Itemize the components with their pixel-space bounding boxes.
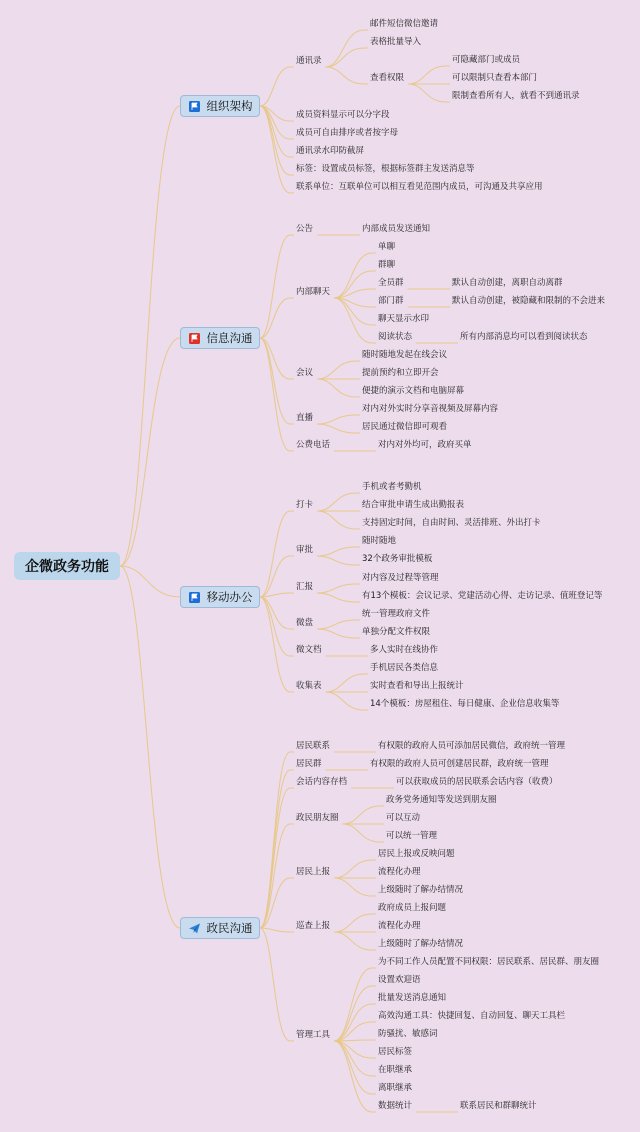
node-d6b[interactable]: 流程化办理: [378, 921, 421, 931]
node-c6b[interactable]: 实时查看和导出上报统计: [370, 681, 464, 691]
connector-a6: [260, 106, 290, 193]
blue-flag-icon: [188, 100, 201, 113]
node-a1c1[interactable]: 可隐藏部门或成员: [452, 55, 521, 65]
node-d6a[interactable]: 政府成员上报问题: [378, 903, 447, 913]
node-b1[interactable]: 公告: [296, 224, 314, 234]
connector-c2: [260, 556, 290, 597]
node-d6[interactable]: 巡查上报: [296, 921, 331, 931]
node-b1a[interactable]: 内部成员发送通知: [362, 224, 431, 234]
node-d5[interactable]: 居民上报: [296, 867, 331, 877]
node-a1[interactable]: 通讯录: [296, 56, 322, 66]
node-d1a[interactable]: 有权限的政府人员可添加居民微信，政府统一管理: [378, 741, 566, 751]
connector-d7b: [334, 986, 372, 1041]
node-b3[interactable]: 会议: [296, 368, 314, 378]
node-b2[interactable]: 内部聊天: [296, 287, 331, 297]
node-c1a[interactable]: 手机或者考勤机: [362, 482, 422, 492]
node-b4a[interactable]: 对内对外实时分享音视频及屏幕内容: [362, 404, 499, 414]
branch-communication[interactable]: [180, 327, 260, 349]
branch-label: 组织架构: [206, 99, 253, 113]
connector-d3: [260, 788, 290, 928]
node-b2c[interactable]: 全员群: [378, 278, 404, 288]
node-c4b[interactable]: 单独分配文件权限: [362, 627, 431, 637]
branch-mobile-office[interactable]: [180, 586, 260, 608]
connector-b1: [260, 235, 290, 338]
node-b3b[interactable]: 提前预约和立即开会: [362, 368, 439, 378]
node-d4c[interactable]: 可以统一管理: [386, 831, 438, 841]
node-a6[interactable]: 联系单位：互联单位可以相互看见范围内成员，可沟通及共享应用: [296, 182, 543, 192]
branch-gov-citizen[interactable]: [180, 917, 260, 939]
root-connector-1: [120, 338, 180, 566]
node-b2e[interactable]: 聊天显示水印: [378, 314, 430, 324]
connector-c2b: [317, 556, 356, 565]
node-d7a[interactable]: 为不同工作人员配置不同权限：居民联系、居民群、朋友圈: [378, 957, 600, 967]
node-c3[interactable]: 汇报: [296, 582, 314, 592]
node-d2a[interactable]: 有权限的政府人员可创建居民群，政府统一管理: [370, 759, 549, 769]
node-d4b[interactable]: 可以互动: [386, 813, 421, 823]
node-b3c[interactable]: 便捷的演示文档和电脑屏幕: [362, 386, 465, 396]
node-b2f[interactable]: 阅读状态: [378, 332, 413, 342]
connector-c6c: [326, 692, 364, 710]
root-connector-3: [120, 566, 180, 928]
connector-c4b: [317, 629, 356, 638]
node-c5[interactable]: 微文档: [296, 645, 322, 655]
connector-c6: [260, 597, 290, 692]
connector-a1: [260, 67, 290, 106]
connector-b2f: [334, 298, 372, 343]
node-c2b[interactable]: 32个政务审批模板: [362, 554, 433, 564]
node-b2a[interactable]: 单聊: [378, 242, 396, 252]
node-c6a[interactable]: 手机居民各类信息: [370, 663, 439, 673]
node-b2f1[interactable]: 所有内部消息均可以看到阅读状态: [460, 332, 588, 342]
connector-a1b: [326, 48, 364, 67]
node-c1b[interactable]: 结合审批申请生成出勤报表: [362, 500, 465, 510]
node-c3b[interactable]: 有13个模板：会议记录、党建活动心得、走访记录、值班登记等: [362, 591, 603, 601]
branch-org-structure[interactable]: [180, 95, 260, 117]
node-a1c[interactable]: 查看权限: [370, 73, 405, 83]
node-b4b[interactable]: 居民通过微信即可观看: [362, 422, 448, 432]
node-c1c[interactable]: 支持固定时间，自由时间、灵活排班、外出打卡: [362, 518, 541, 528]
node-c6[interactable]: 收集表: [296, 681, 322, 691]
connector-d6: [260, 928, 290, 932]
branch-label: 信息沟通: [206, 331, 253, 345]
connector-b2: [260, 298, 290, 338]
node-b2c1[interactable]: 默认自动创建，离职自动离群: [452, 278, 563, 288]
connector-b2a: [334, 253, 372, 298]
connector-b3c: [317, 379, 356, 397]
connector-c1c: [317, 511, 356, 529]
node-d4a[interactable]: 政务党务通知等发送到朋友圈: [386, 795, 497, 805]
branch-label: 政民沟通: [206, 921, 253, 935]
connector-b4: [260, 338, 290, 424]
node-a5[interactable]: 标签：设置成员标签，根据标签群主发送消息等: [296, 164, 475, 174]
node-d7d[interactable]: 高效沟通工具：快捷回复、自动回复、聊天工具栏: [378, 1011, 566, 1021]
node-d7e[interactable]: 防骚扰、敏感词: [378, 1029, 438, 1039]
connector-c6a: [326, 674, 364, 692]
node-d7b[interactable]: 设置欢迎语: [378, 975, 421, 985]
node-a3[interactable]: 成员可自由排序或者按字母: [296, 128, 399, 138]
connector-c2a: [317, 547, 356, 556]
node-b2d1[interactable]: 默认自动创建，被隐藏和限制的不会进来: [452, 296, 606, 306]
node-d7i1[interactable]: 联系居民和群聊统计: [460, 1101, 537, 1111]
node-a4[interactable]: 通讯录水印防截屏: [296, 146, 365, 156]
node-d7c[interactable]: 批量发送消息通知: [378, 993, 447, 1003]
node-d4[interactable]: 政民朋友圈: [296, 813, 339, 823]
node-a2[interactable]: 成员资料显示可以分字段: [296, 110, 390, 120]
root-connector-0: [120, 106, 180, 566]
connector-c1a: [317, 493, 356, 511]
node-d3[interactable]: 会话内容存档: [296, 777, 348, 787]
node-b2d[interactable]: 部门群: [378, 296, 404, 306]
connector-d7i: [334, 1041, 372, 1112]
connector-b3a: [317, 361, 356, 379]
node-d6c[interactable]: 上级随时了解办结情况: [378, 939, 464, 949]
connector-a1c3: [408, 84, 446, 102]
node-c4[interactable]: 微盘: [296, 618, 314, 628]
node-a1a[interactable]: 邮件短信微信邀请: [370, 19, 439, 29]
node-d5c[interactable]: 上级随时了解办结情况: [378, 885, 464, 895]
node-d3a[interactable]: 可以获取成员的居民联系会话内容（收费）: [396, 777, 558, 787]
root-node: 企微政务功能: [14, 552, 120, 580]
node-c1[interactable]: 打卡: [296, 500, 314, 510]
connector-c1: [260, 511, 290, 597]
node-d1[interactable]: 居民联系: [296, 741, 331, 751]
connector-d5c: [334, 878, 372, 896]
node-d2[interactable]: 居民群: [296, 759, 322, 769]
node-d7i[interactable]: 数据统计: [378, 1101, 413, 1111]
connector-d6c: [334, 932, 372, 950]
connector-b2b: [334, 271, 372, 298]
node-d5a[interactable]: 居民上报或反映问题: [378, 849, 455, 859]
node-d7[interactable]: 管理工具: [296, 1030, 331, 1040]
connector-a5: [260, 106, 290, 175]
node-d5b[interactable]: 流程化办理: [378, 867, 421, 877]
connector-b4b: [317, 424, 356, 433]
node-c3a[interactable]: 对内容及过程等管理: [362, 573, 439, 583]
node-c2a[interactable]: 随时随地: [362, 536, 397, 546]
connector-d6a: [334, 914, 372, 932]
node-c6c[interactable]: 14个模板：房屋租住、每日健康、企业信息收集等: [370, 699, 560, 709]
blue-flag-icon: [188, 591, 201, 604]
red-flag-icon: [188, 332, 201, 345]
connector-c3a: [317, 584, 356, 593]
node-a1b[interactable]: 表格批量导入: [370, 37, 422, 47]
connector-b2e: [334, 298, 372, 325]
connector-a1c: [326, 67, 364, 84]
branch-label: 移动办公: [206, 590, 253, 604]
connector-b5: [260, 338, 290, 451]
node-a1c2[interactable]: 可以限制只查看本部门: [452, 73, 538, 83]
node-d7h[interactable]: 离职继承: [378, 1083, 413, 1093]
paper-plane-icon: [188, 922, 201, 935]
connector-d4a: [343, 806, 380, 824]
node-b5[interactable]: 公费电话: [296, 440, 331, 450]
node-c5a[interactable]: 多人实时在线协作: [370, 645, 439, 655]
node-b2b[interactable]: 群聊: [378, 260, 396, 270]
connector-d4c: [343, 824, 380, 842]
node-c2[interactable]: 审批: [296, 545, 314, 555]
node-c4a[interactable]: 统一管理政府文件: [362, 609, 431, 619]
connector-b4a: [317, 415, 356, 424]
node-d7g[interactable]: 在职继承: [378, 1065, 413, 1075]
node-b5a[interactable]: 对内对外均可，政府买单: [378, 440, 472, 450]
connector-c5: [260, 597, 290, 656]
node-a1c3[interactable]: 限制查看所有人，就看不到通讯录: [452, 91, 580, 101]
connector-d7: [260, 928, 290, 1041]
node-b4[interactable]: 直播: [296, 413, 314, 423]
node-b3a[interactable]: 随时随地发起在线会议: [362, 350, 448, 360]
node-d7f[interactable]: 居民标签: [378, 1047, 413, 1057]
connector-a4: [260, 106, 290, 157]
connector-d7h: [334, 1041, 372, 1094]
connector-d5a: [334, 860, 372, 878]
connector-c4a: [317, 620, 356, 629]
connector-c3b: [317, 593, 356, 602]
connector-a1c1: [408, 66, 446, 84]
